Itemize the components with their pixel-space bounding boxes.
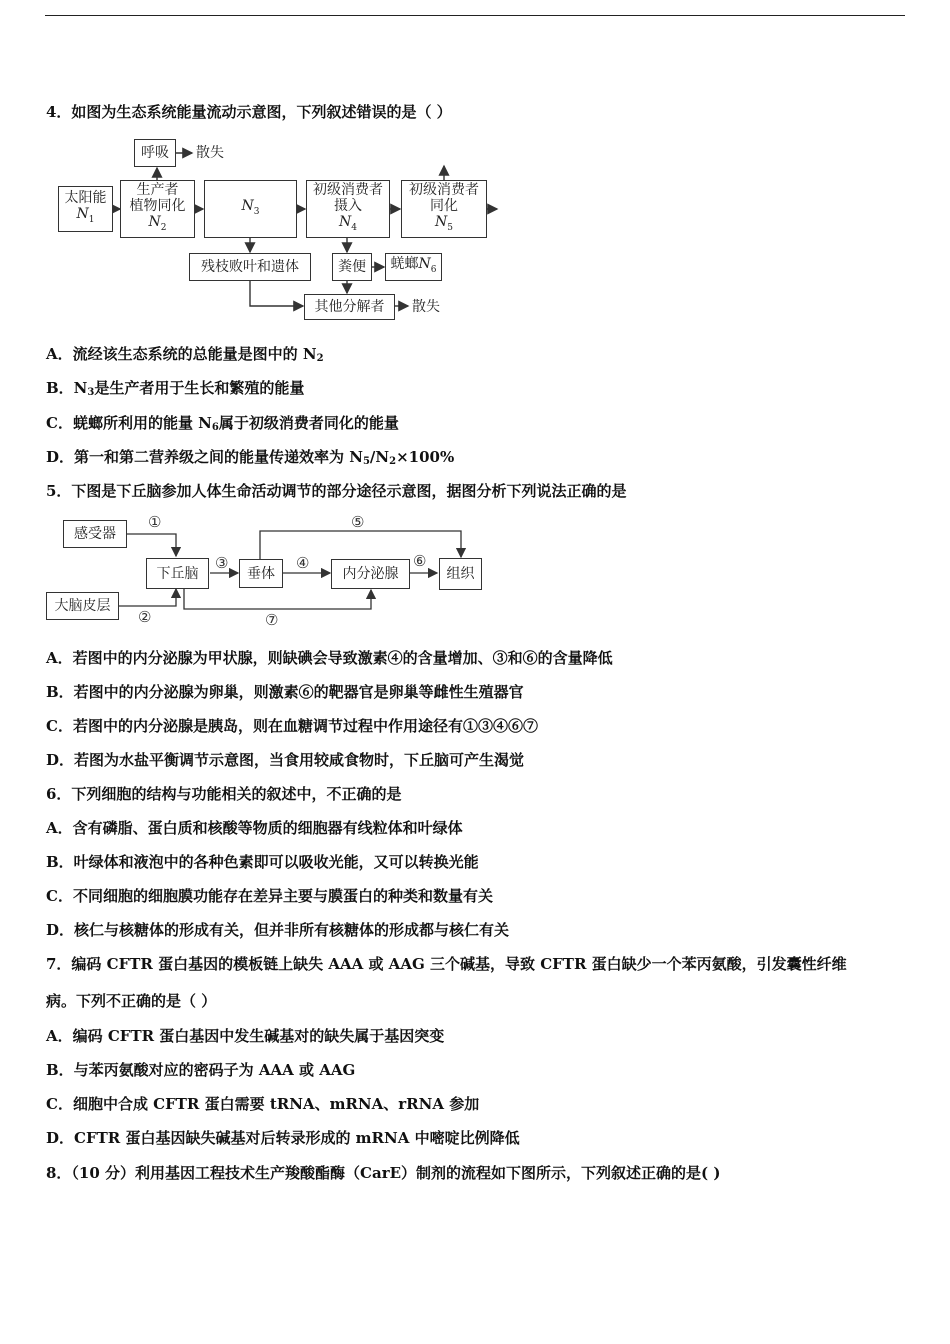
q4-option-a: A．流经该生态系统的总能量是图中的 $N_2$ bbox=[46, 345, 324, 364]
q7-stem-line-1: 7．编码 CFTR 蛋白基因的模板链上缺失 AAA 或 AAG 三个碱基，导致 CFTR 蛋白缺少一个苯丙氨酸，引发囊性纤维 bbox=[46, 955, 847, 973]
q4-option-d: D．第一和第二营养级之间的能量传递效率为 $N_5/N_2\times 100\%$ bbox=[46, 448, 455, 467]
q5-option-c: C．若图中的内分泌腺是胰岛，则在血糖调节过程中作用途径有①③④⑥⑦ bbox=[46, 717, 538, 735]
consumer-intake-box: 初级消费者 摄入 $N_4$ bbox=[306, 180, 390, 238]
tissue-box: 组织 bbox=[439, 558, 482, 590]
consumer-assimilation-box: 初级消费者 同化 $N_5$ bbox=[401, 180, 487, 238]
cerebral-cortex-box: 大脑皮层 bbox=[46, 592, 119, 620]
q7-option-b: B．与苯丙氨酸对应的密码子为 AAA 或 AAG bbox=[46, 1061, 356, 1079]
residue-box: 残枝败叶和遗体 bbox=[189, 253, 311, 281]
path-label-5: ⑤ bbox=[351, 513, 365, 531]
regulation-arrows bbox=[0, 0, 950, 640]
feces-box: 粪便 bbox=[332, 253, 372, 281]
hypothalamus-regulation-diagram bbox=[0, 0, 950, 640]
q7-option-d: D．CFTR 蛋白基因缺失碱基对后转录形成的 mRNA 中嘧啶比例降低 bbox=[46, 1129, 520, 1147]
q6-option-d: D．核仁与核糖体的形成有关，但并非所有核糖体的形成都与核仁有关 bbox=[46, 921, 510, 939]
respiration-box: 呼吸 bbox=[134, 139, 176, 167]
q7-option-a: A．编码 CFTR 蛋白基因中发生碱基对的缺失属于基因突变 bbox=[46, 1027, 445, 1045]
path-label-6: ⑥ bbox=[413, 552, 427, 570]
q5-option-d: D．若图为水盐平衡调节示意图，当食用较咸食物时，下丘脑可产生渴觉 bbox=[46, 751, 525, 769]
q6-stem: 6．下列细胞的结构与功能相关的叙述中，不正确的是 bbox=[46, 785, 402, 803]
path-label-1: ① bbox=[148, 513, 162, 531]
dissipate-label-top: 散失 bbox=[196, 145, 224, 161]
q6-option-a: A．含有磷脂、蛋白质和核酸等物质的细胞器有线粒体和叶绿体 bbox=[46, 819, 463, 837]
dissipate-label-bottom: 散失 bbox=[412, 299, 440, 315]
q6-option-c: C．不同细胞的细胞膜功能存在差异主要与膜蛋白的种类和数量有关 bbox=[46, 887, 493, 905]
sun-energy-box: 太阳能 $N_1$ bbox=[58, 186, 113, 232]
path-label-4: ④ bbox=[296, 554, 310, 572]
q7-option-c: C．细胞中合成 CFTR 蛋白需要 tRNA、mRNA、rRNA 参加 bbox=[46, 1095, 480, 1113]
n3-box: $N_3$ bbox=[204, 180, 297, 238]
q5-option-b: B．若图中的内分泌腺为卵巢，则激素⑥的靶器官是卵巢等雌性生殖器官 bbox=[46, 683, 524, 701]
hypothalamus-box: 下丘脑 bbox=[146, 558, 209, 589]
producer-box: 生产者 植物同化 $N_2$ bbox=[120, 180, 195, 238]
q5-option-a: A．若图中的内分泌腺为甲状腺，则缺碘会导致激素④的含量增加、③和⑥的含量降低 bbox=[46, 649, 613, 667]
q5-stem: 5．下图是下丘脑参加人体生命活动调节的部分途径示意图，据图分析下列说法正确的是 bbox=[46, 482, 627, 500]
q4-stem: 4．如图为生态系统能量流动示意图，下列叙述错误的是（ ） bbox=[46, 103, 452, 121]
pituitary-box: 垂体 bbox=[239, 559, 283, 588]
endocrine-gland-box: 内分泌腺 bbox=[331, 559, 410, 589]
q6-option-b: B．叶绿体和液泡中的各种色素即可以吸收光能，又可以转换光能 bbox=[46, 853, 479, 871]
q4-option-b: B．$N_3$是生产者用于生长和繁殖的能量 bbox=[46, 379, 305, 398]
q4-option-c: C．蜣螂所利用的能量 $N_6$属于初级消费者同化的能量 bbox=[46, 414, 399, 433]
path-label-7: ⑦ bbox=[265, 611, 279, 629]
path-label-2: ② bbox=[138, 608, 152, 626]
path-label-3: ③ bbox=[215, 554, 229, 572]
q8-stem: 8．（10 分）利用基因工程技术生产羧酸酯酶（CarE）制剂的流程如下图所示，下列叙述正确的是( ) bbox=[46, 1164, 721, 1182]
q7-stem-line-2: 病。下列不正确的是（ ） bbox=[46, 992, 217, 1010]
receptor-box: 感受器 bbox=[63, 520, 127, 548]
dung-beetle-box: 蜣螂$N_6$ bbox=[385, 253, 442, 281]
decomposer-box: 其他分解者 bbox=[304, 294, 395, 320]
